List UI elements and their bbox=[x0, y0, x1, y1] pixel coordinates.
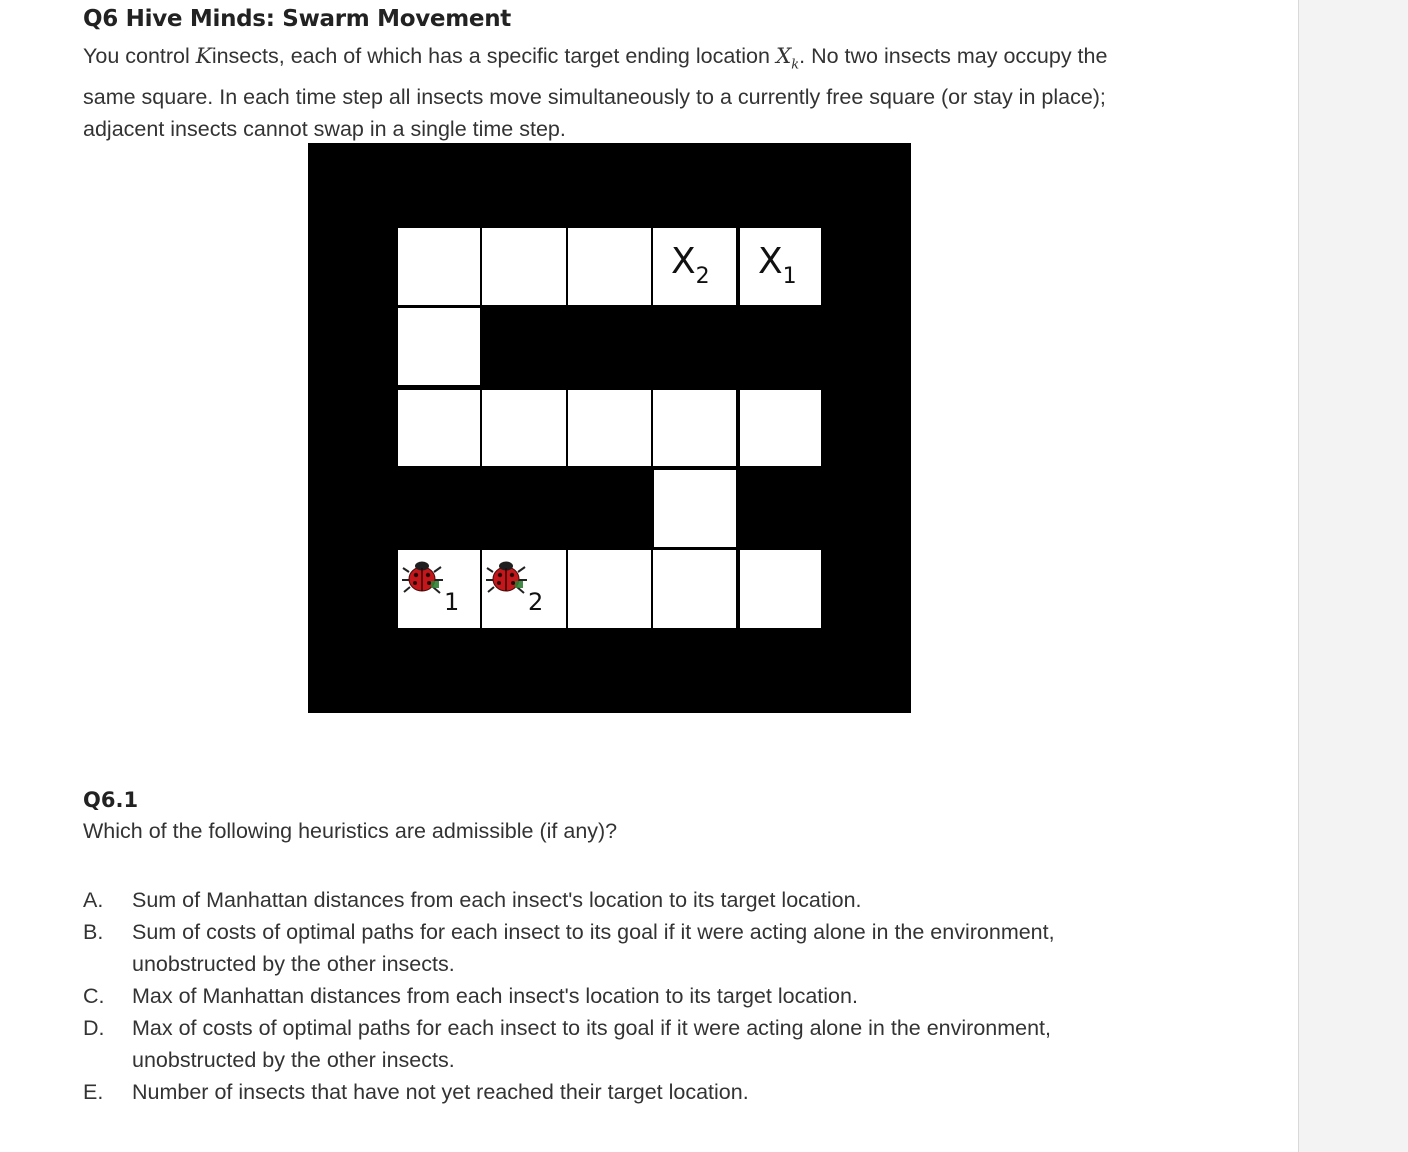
options-list bbox=[83, 884, 1153, 1108]
insect-number: 2 bbox=[528, 588, 544, 616]
insect-number: 1 bbox=[444, 588, 460, 616]
ladybug-icon bbox=[485, 558, 529, 598]
question-intro bbox=[83, 40, 1153, 145]
option-b[interactable] bbox=[83, 916, 1153, 980]
option-letter: A. bbox=[83, 888, 104, 912]
var-k: k bbox=[791, 57, 800, 73]
grid-cell bbox=[398, 308, 480, 385]
grid-cell bbox=[653, 550, 736, 628]
maze-grid bbox=[308, 143, 911, 713]
target-letter: X bbox=[671, 241, 696, 282]
target-cell-x1 bbox=[740, 228, 821, 305]
subquestion-prompt: Which of the following heuristics are admissible (if any)? bbox=[83, 819, 618, 843]
var-X-k bbox=[775, 44, 800, 73]
grid-cell bbox=[568, 228, 651, 305]
grid-cell bbox=[398, 228, 480, 305]
option-letter: C. bbox=[83, 984, 105, 1008]
option-letter: D. bbox=[83, 1016, 105, 1040]
grid-cell bbox=[482, 390, 566, 466]
option-text: Max of Manhattan distances from each insect's location to its target location. bbox=[132, 984, 858, 1008]
target-label-x2 bbox=[671, 241, 710, 289]
target-index: 2 bbox=[695, 264, 710, 289]
option-text: Sum of costs of optimal paths for each insect to its goal if it were acting alone in the environment, unobstructed by the other insects. bbox=[132, 920, 1055, 976]
grid-cell bbox=[568, 550, 651, 628]
option-text: Max of costs of optimal paths for each insect to its goal if it were acting alone in the environment, unobstructed by the other insects. bbox=[132, 1016, 1051, 1072]
insect-cell-1 bbox=[398, 550, 480, 628]
grid-cell bbox=[568, 390, 651, 466]
grid-cell bbox=[740, 390, 821, 466]
option-d[interactable] bbox=[83, 1012, 1153, 1076]
option-letter: E. bbox=[83, 1080, 104, 1104]
option-a[interactable] bbox=[83, 884, 1153, 916]
question-title: Q6 Hive Minds: Swarm Movement bbox=[83, 6, 511, 32]
target-cell-x2 bbox=[653, 228, 736, 305]
grid-cell bbox=[482, 228, 566, 305]
option-e[interactable] bbox=[83, 1076, 1153, 1108]
target-label-x1 bbox=[758, 241, 797, 289]
grid-cell bbox=[740, 550, 821, 628]
option-text: Number of insects that have not yet reached their target location. bbox=[132, 1080, 749, 1104]
var-K: K bbox=[195, 44, 212, 69]
var-X: X bbox=[775, 44, 792, 69]
target-index: 1 bbox=[782, 264, 797, 289]
grid-cell bbox=[398, 390, 480, 466]
subquestion-label: Q6.1 bbox=[83, 788, 139, 812]
grid-cell bbox=[653, 390, 736, 466]
ladybug-icon bbox=[401, 558, 445, 598]
option-text: Sum of Manhattan distances from each insect's location to its target location. bbox=[132, 888, 862, 912]
grid-cell bbox=[654, 470, 736, 547]
target-letter: X bbox=[758, 241, 783, 282]
right-sidebar bbox=[1298, 0, 1408, 1152]
intro-text-2: insects, each of which has a specific target ending location bbox=[211, 44, 776, 68]
intro-text-3: . No two insects may occupy the same square. In each time step all insects move simultaneously to a currently free square (or stay in place); adjacent insects cannot swap in a single time step. bbox=[83, 44, 1108, 142]
insect-cell-2 bbox=[482, 550, 566, 628]
intro-text-1: You control bbox=[83, 44, 196, 68]
option-letter: B. bbox=[83, 920, 104, 944]
option-c[interactable] bbox=[83, 980, 1153, 1012]
